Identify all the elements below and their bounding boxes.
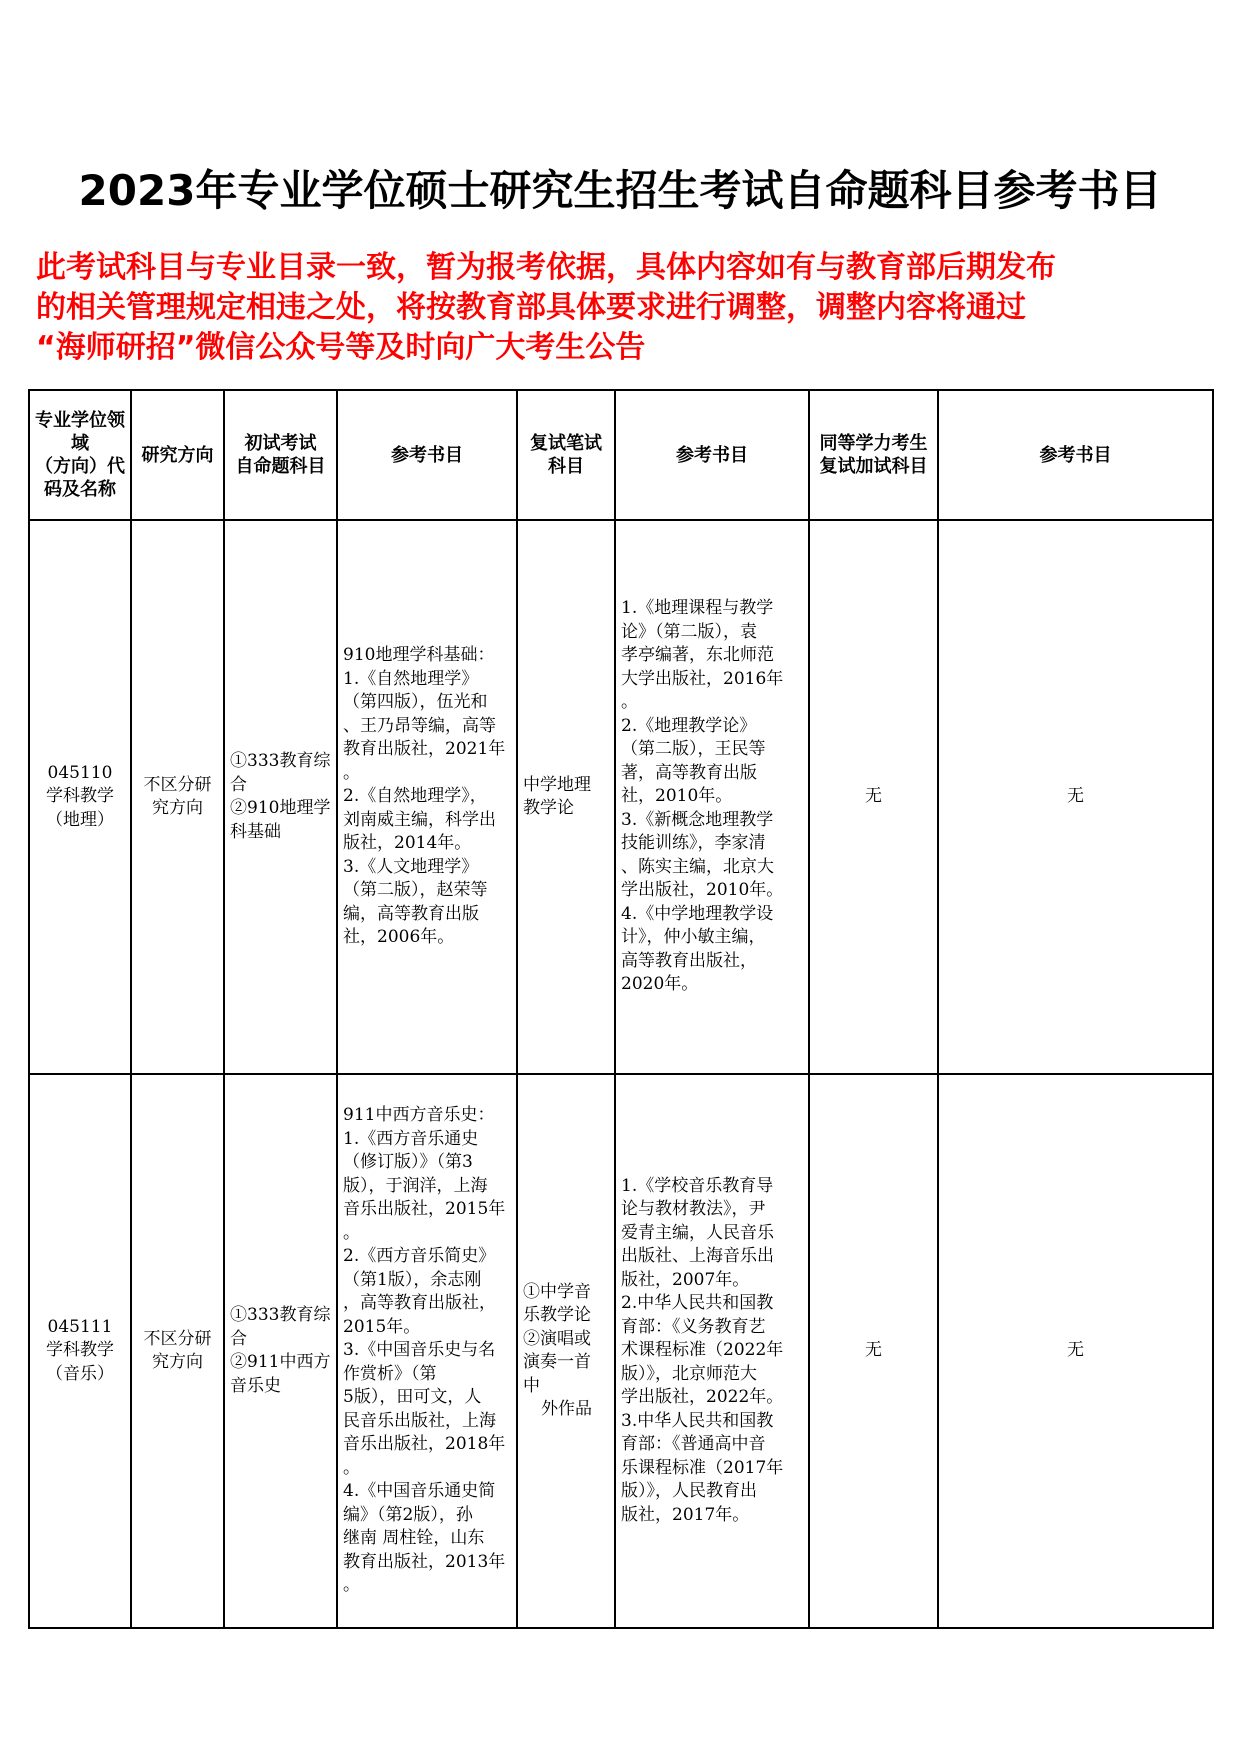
cell-initial-books: 911中西方音乐史： 1.《西方音乐通史 （修订版）》（第3 版），于润洋，上海 音乐出版社，2015年 。 2.《西方音乐简史》 （第1版），余志刚 ，高等教育出版社， 2015年。 3.《中国音乐史与名 作赏析》（第 5版），田可文，人 民音乐出版社，上海 音乐出版社，2018年 。 4.《中国音乐通史简 编》（第2版），孙 继南 周柱铨，山东 教育出版社，2013年 。: [337, 1074, 517, 1628]
table-row: [29, 520, 1213, 1074]
cell-equiv-books: 无: [938, 1074, 1213, 1628]
reference-books-table: [28, 389, 1214, 1629]
cell-field-code: 045111 学科教学 （音乐）: [29, 1074, 131, 1628]
notice-line: 的相关管理规定相违之处，将按教育部具体要求进行调整，调整内容将通过: [36, 290, 1026, 325]
header-field-code: 专业学位领 域 （方向）代 码及名称: [29, 390, 131, 520]
cell-initial-subjects: ①333教育综 合 ②910地理学 科基础: [224, 520, 337, 1074]
cell-direction: 不区分研 究方向: [131, 1074, 224, 1628]
notice-text: [36, 248, 1206, 368]
header-initial-books: 参考书目: [337, 390, 517, 520]
cell-retest-subjects: ①中学音 乐教学论 ②演唱或 演奏一首 中 外作品: [517, 1074, 615, 1628]
notice-line: 此考试科目与专业目录一致，暂为报考依据，具体内容如有与教育部后期发布: [36, 250, 1056, 285]
cell-equiv-subjects: 无: [809, 520, 938, 1074]
notice-line: “海师研招”微信公众号等及时向广大考生公告: [36, 330, 646, 365]
header-row: [29, 390, 1213, 520]
header-equiv-books: 参考书目: [938, 390, 1213, 520]
cell-equiv-subjects: 无: [809, 1074, 938, 1628]
header-equiv-subjects: 同等学力考生 复试加试科目: [809, 390, 938, 520]
cell-direction: 不区分研 究方向: [131, 520, 224, 1074]
cell-equiv-books: 无: [938, 520, 1213, 1074]
header-retest-books: 参考书目: [615, 390, 809, 520]
table-row: [29, 1074, 1213, 1628]
header-initial-subjects: 初试考试 自命题科目: [224, 390, 337, 520]
cell-retest-books: 1.《学校音乐教育导 论与教材教法》，尹 爱青主编，人民音乐 出版社、上海音乐出 版社，2007年。 2.中华人民共和国教 育部：《义务教育艺 术课程标准（2022年 版）》，北京师范大 学出版社，2022年。 3.中华人民共和国教 育部：《普通高中音 乐课程标准（2017年 版）》，人民教育出 版社，2017年。: [615, 1074, 809, 1628]
header-direction: 研究方向: [131, 390, 224, 520]
cell-initial-books: 910地理学科基础： 1.《自然地理学》 （第四版），伍光和 、王乃昂等编，高等 教育出版社，2021年 。 2.《自然地理学》， 刘南威主编，科学出 版社，2014年。 3.《人文地理学》 （第二版），赵荣等 编，高等教育出版 社，2006年。: [337, 520, 517, 1074]
cell-field-code: 045110 学科教学 （地理）: [29, 520, 131, 1074]
cell-retest-books: 1.《地理课程与教学 论》（第二版），袁 孝亭编著，东北师范 大学出版社，2016年 。 2.《地理教学论》 （第二版），王民等 著，高等教育出版 社，2010年。 3.《新概念地理教学 技能训练》，李家清 、陈实主编，北京大 学出版社，2010年。 4.《中学地理教学设 计》，仲小敏主编， 高等教育出版社， 2020年。: [615, 520, 809, 1074]
cell-retest-subjects: 中学地理 教学论: [517, 520, 615, 1074]
cell-initial-subjects: ①333教育综 合 ②911中西方 音乐史: [224, 1074, 337, 1628]
page-title: 2023年专业学位硕士研究生招生考试自命题科目参考书目: [78, 166, 1162, 215]
header-retest-subjects: 复试笔试 科目: [517, 390, 615, 520]
